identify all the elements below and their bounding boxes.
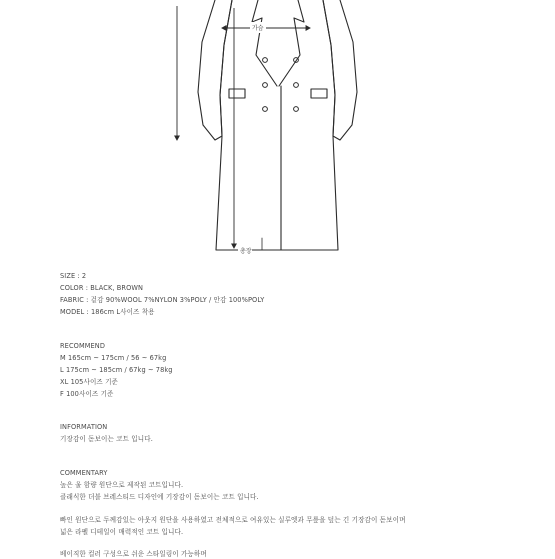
spec-color: COLOR : BLACK, BROWN xyxy=(60,284,144,292)
recommend-line: L 175cm ~ 185cm / 67kg ~ 78kg xyxy=(60,366,173,374)
commentary-line: 클래식한 더블 브레스티드 디자인에 기장감이 돋보이는 코트 입니다. xyxy=(60,493,259,501)
button xyxy=(263,83,268,88)
coat-technical-drawing xyxy=(0,0,555,265)
commentary-line: 빠인 원단으로 두께감있는 아웃지 원단을 사용하였고 전체적으로 여유있는 실루엣과 무릎을 덮는 긴 기장감이 돋보이며 xyxy=(60,516,406,524)
button xyxy=(263,58,268,63)
lapel-right xyxy=(279,0,304,86)
information-line: 기장감이 돋보이는 코트 입니다. xyxy=(60,435,153,443)
recommend-line: M 165cm ~ 175cm / 56 ~ 67kg xyxy=(60,354,167,362)
recommend-heading: RECOMMEND xyxy=(60,342,105,350)
commentary-line: 높은 울 함량 원단으로 제작된 코트입니다. xyxy=(60,481,184,489)
spec-size: SIZE : 2 xyxy=(60,272,87,280)
spec-model: MODEL : 186cm L사이즈 착용 xyxy=(60,308,155,316)
recommend-line: F 100사이즈 기준 xyxy=(60,390,114,398)
commentary-heading: COMMENTARY xyxy=(60,469,108,477)
commentary-line: 베이직한 컬러 구성으로 쉬운 스타일링이 가능하며 xyxy=(60,550,207,558)
recommend-line: XL 105사이즈 기준 xyxy=(60,378,119,386)
left-sleeve xyxy=(198,0,232,140)
right-sleeve xyxy=(323,0,357,140)
length-label: 총장 xyxy=(240,248,252,255)
lapel-left xyxy=(252,0,277,86)
information-heading: INFORMATION xyxy=(60,423,108,431)
button xyxy=(263,107,268,112)
chest-label: 가슴 xyxy=(252,25,264,32)
button xyxy=(294,83,299,88)
commentary-line: 넓은 라펠 디테일이 매력적인 코트 입니다. xyxy=(60,528,184,536)
button xyxy=(294,107,299,112)
pocket-right xyxy=(311,89,327,98)
pocket-left xyxy=(229,89,245,98)
spec-fabric: FABRIC : 겉감 90%WOOL 7%NYLON 3%POLY / 안감 100%POLY xyxy=(60,296,265,304)
